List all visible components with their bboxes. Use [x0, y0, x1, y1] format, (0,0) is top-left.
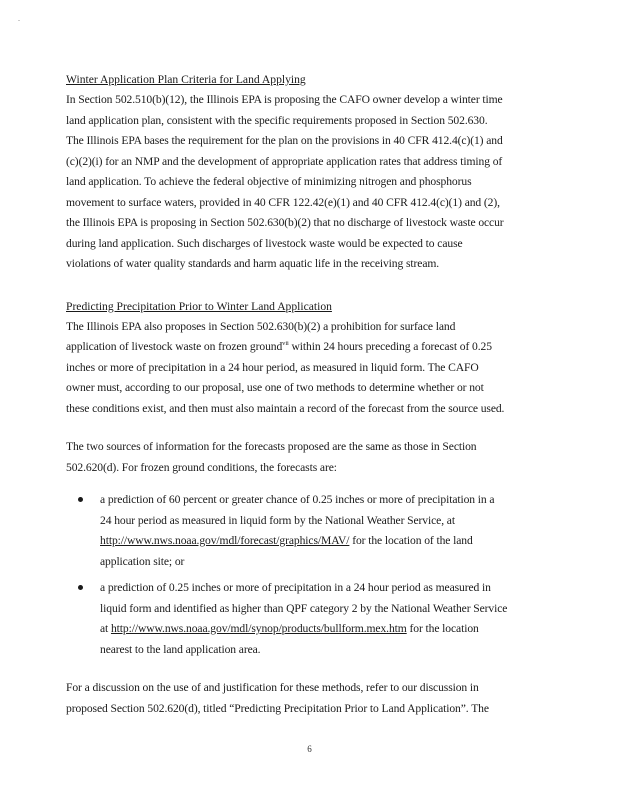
text-line	[100, 619, 529, 640]
text-line	[66, 337, 529, 358]
text-line: during land application. Such discharges of livestock waste would be expected to cause	[66, 236, 463, 250]
text-line: 502.620(d). For frozen ground conditions, the forecasts are:	[66, 460, 337, 474]
text-line: inches or more of precipitation in a 24 hour period, as measured in liquid form. The CAFO	[66, 360, 479, 374]
text-line: land application. To achieve the federal objective of minimizing nitrogen and phosphorus	[66, 175, 472, 188]
footnote-reference: vii	[282, 340, 289, 348]
bullet-icon	[78, 585, 83, 590]
text-line: land application plan, consistent with the specific requirements proposed in Section 502.630.	[66, 113, 488, 127]
text-line: a prediction of 0.25 inches or more of precipitation in a 24 hour period as measured in	[100, 581, 491, 594]
text-line: liquid form and identified as higher than QPF category 2 by the National Weather Service	[100, 601, 508, 615]
corner-mark: -	[18, 18, 20, 24]
text-line: a prediction of 60 percent or greater chance of 0.25 inches or more of precipitation in a	[100, 493, 495, 506]
text-line: application site; or	[100, 554, 185, 568]
predicting-precipitation-heading: Predicting Precipitation Prior to Winter Land Application	[66, 299, 332, 313]
closing-paragraph	[66, 678, 529, 719]
nws-bullform-link[interactable]: http://www.nws.noaa.gov/mdl/synop/products/bullform.mex.htm	[110, 622, 407, 635]
text-segment: within 24 hours preceding a forecast of 0.25	[288, 340, 492, 353]
text-line: nearest to the land application area.	[100, 642, 261, 656]
text-line: the Illinois EPA is proposing in Section 502.630(b)(2) that no discharge of livestock waste occur	[66, 216, 504, 229]
winter-application-paragraph	[66, 90, 529, 275]
list-item	[66, 578, 529, 660]
text-segment: application of livestock waste on frozen ground	[66, 340, 283, 353]
text-line: For a discussion on the use of and justification for these methods, refer to our discussion in	[66, 681, 479, 694]
text-line: proposed Section 502.620(d), titled “Predicting Precipitation Prior to Land Application”. The	[66, 701, 489, 715]
forecast-sources-paragraph	[66, 437, 529, 478]
winter-application-heading: Winter Application Plan Criteria for Land Applying	[66, 73, 306, 86]
text-segment: for the location	[406, 622, 479, 635]
document-body	[66, 70, 529, 719]
text-segment: at	[100, 622, 111, 635]
page-number: 6	[307, 744, 312, 754]
bullet-icon	[78, 497, 83, 502]
text-line: The Illinois EPA also proposes in Section 502.630(b)(2) a prohibition for surface land	[66, 319, 456, 333]
text-line: In Section 502.510(b)(12), the Illinois EPA is proposing the CAFO owner develop a winter time	[66, 93, 503, 106]
text-line: The two sources of information for the forecasts proposed are the same as those in Section	[66, 440, 477, 453]
text-line: 24 hour period as measured in liquid form by the National Weather Service, at	[100, 513, 455, 527]
text-line: these conditions exist, and then must also maintain a record of the forecast from the source used.	[66, 401, 505, 415]
text-line: The Illinois EPA bases the requirement for the plan on the provisions in 40 CFR 412.4(c)(1) and	[66, 134, 503, 147]
text-line	[100, 531, 529, 552]
text-line: violations of water quality standards and harm aquatic life in the receiving stream.	[66, 257, 440, 270]
text-line: movement to surface waters, provided in 40 CFR 122.42(e)(1) and 40 CFR 412.4(c)(1) and (2),	[66, 195, 500, 209]
forecast-bullet-list	[66, 490, 529, 660]
nws-mav-link[interactable]: http://www.nws.noaa.gov/mdl/forecast/graphics/MAV/	[100, 534, 350, 547]
list-item	[66, 490, 529, 572]
text-line: (c)(2)(i) for an NMP and the development of appropriate application rates that address timing of	[66, 154, 503, 168]
text-line: owner must, according to our proposal, use one of two methods to determine whether or not	[66, 381, 484, 394]
text-segment: for the location of the land	[349, 534, 473, 547]
predicting-precipitation-paragraph	[66, 317, 529, 420]
